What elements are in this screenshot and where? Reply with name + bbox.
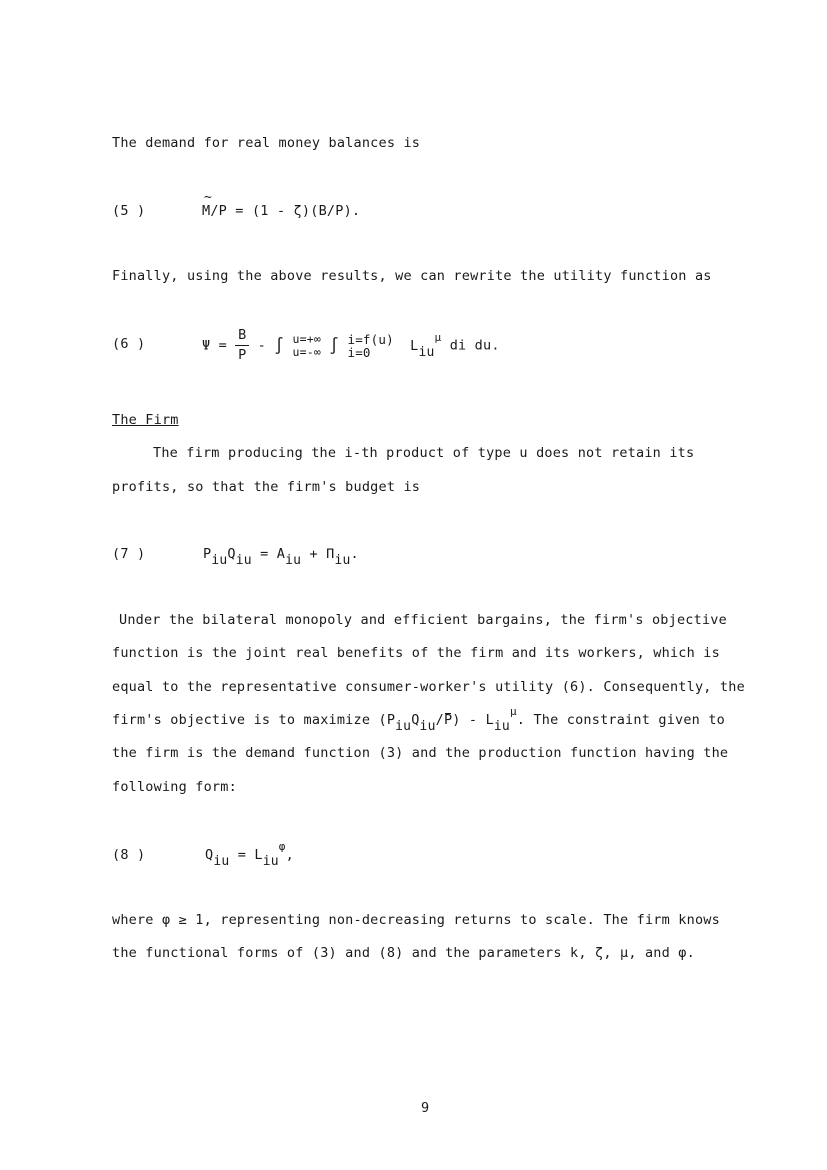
- equation-5-number: (5 ): [112, 203, 146, 219]
- equation-6-limits-i: [347, 333, 393, 359]
- paragraph-2-line-3: equal to the representative consumer-worker's utility (6). Consequently, the: [112, 679, 745, 695]
- exponent-mu: μ: [434, 330, 442, 344]
- period: .: [350, 546, 359, 562]
- u-upper-limit: u=+∞: [292, 331, 321, 346]
- exponent-phi: φ: [278, 840, 286, 853]
- L-symbol: = L: [229, 847, 263, 863]
- subscript-iu: iu: [285, 553, 302, 568]
- equation-7-number: (7 ): [112, 546, 146, 562]
- subscript-iu: iu: [493, 719, 510, 734]
- equation-6-tail: di du.: [449, 337, 500, 354]
- subscript-iu: iu: [395, 719, 412, 734]
- i-upper-limit: i=f(u): [347, 331, 394, 347]
- i-lower-limit: i=0: [347, 344, 371, 360]
- where-line-2: the functional forms of (3) and (8) and the parameters k, ζ, μ, and φ.: [112, 945, 695, 961]
- Q-symbol: Q: [205, 847, 214, 863]
- u-lower-limit: u=-∞: [292, 344, 321, 359]
- subscript-iu: iu: [418, 344, 435, 360]
- equation-8-number: (8 ): [112, 847, 146, 863]
- paragraph-2-line-6: following form:: [112, 779, 237, 795]
- equation-6-denominator: P: [238, 347, 247, 363]
- P-symbol: P: [203, 546, 212, 562]
- objective-text: firm's objective is to maximize (P: [112, 712, 396, 728]
- firm-paragraph-line-2: profits, so that the firm's budget is: [112, 479, 421, 495]
- equation-6-L: [410, 330, 442, 360]
- equation-6-psi: Ψ =: [202, 337, 227, 354]
- comma: ,: [285, 847, 294, 863]
- paragraph-2-line-4: firm's objective is to maximize (PiuQiu/P) - Liu$^\mu$. The constraint given to: [112, 705, 725, 734]
- subscript-iu: iu: [213, 854, 230, 869]
- paragraph-2-line-5: the firm is the demand function (3) and the production function having the: [112, 745, 729, 761]
- equation-5-lhs: M/P: [202, 203, 227, 219]
- equation-6-numerator: B: [235, 326, 249, 346]
- section-heading-firm: The Firm: [112, 412, 179, 428]
- demand-intro-text: The demand for real money balances is: [112, 135, 421, 151]
- integral-icon-2: ∫: [329, 336, 340, 355]
- subscript-iu: iu: [419, 719, 436, 734]
- L-symbol: L: [410, 337, 419, 354]
- subscript-iu: iu: [334, 553, 351, 568]
- finally-text: Finally, using the above results, we can rewrite the utility function as: [112, 268, 712, 284]
- integral-icon-1: ∫: [274, 336, 285, 355]
- equation-5-rhs: = (1 - ζ)(B/P).: [226, 203, 361, 219]
- equation-8: [205, 840, 294, 869]
- Q-symbol: Q: [227, 546, 236, 562]
- equation-7: [203, 546, 359, 568]
- pi-symbol: + Π: [301, 546, 335, 562]
- constraint-text: The constraint given to: [533, 712, 725, 728]
- subscript-iu: iu: [262, 854, 279, 869]
- equation-6: [202, 326, 500, 365]
- where-line-1: where φ ≥ 1, representing non-decreasing returns to scale. The firm knows: [112, 912, 720, 928]
- firm-paragraph-line-1: The firm producing the i-th product of type u does not retain its: [153, 445, 695, 461]
- Q-symbol: Q: [411, 712, 420, 728]
- paragraph-2-line-2: function is the joint real benefits of the firm and its workers, which is: [112, 645, 720, 661]
- A-symbol: = A: [251, 546, 286, 562]
- page-number: 9: [421, 1100, 430, 1116]
- subscript-iu: iu: [235, 553, 252, 568]
- equation-6-fraction: [235, 326, 249, 365]
- exponent-mu: μ: [509, 705, 517, 718]
- equation-6-number: (6 ): [112, 336, 146, 352]
- equation-5: ~ M/P = (1 - ζ)(B/P).: [202, 190, 361, 219]
- equation-6-minus: -: [257, 337, 266, 354]
- equation-6-limits-u: [292, 333, 321, 359]
- subscript-iu: iu: [211, 553, 228, 568]
- paragraph-2-line-1: Under the bilateral monopoly and efficient bargains, the firm's objective: [119, 612, 727, 628]
- P-bar: P: [443, 712, 453, 728]
